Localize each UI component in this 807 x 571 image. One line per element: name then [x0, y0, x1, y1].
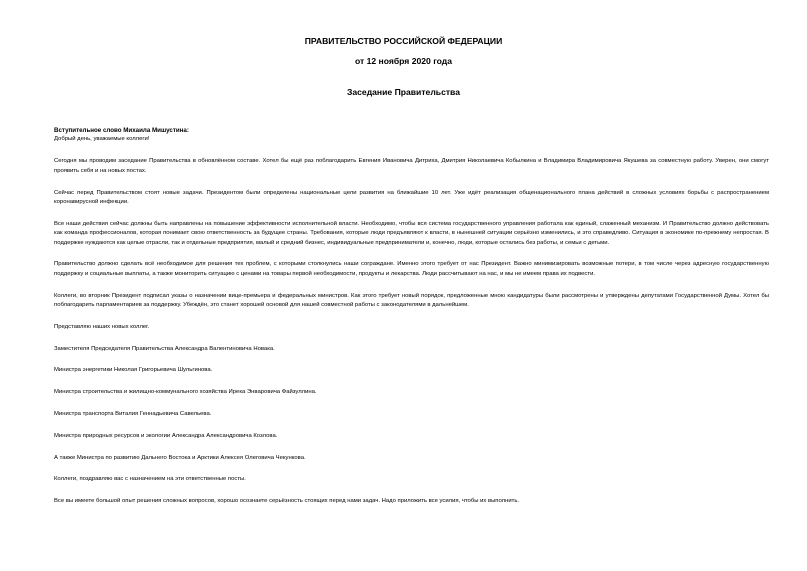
appointment-item: Министра энергетики Николая Григорьевича Шульгинова.: [54, 367, 213, 374]
meeting-title: Заседание Правительства: [346, 87, 461, 97]
paragraph: Коллеги, во вторник Президент подписал указы о назначении вице-премьера и федеральных министров. Как этого требует новый порядок, предложенные мною кандидатуры были рассмотрены и утверждены депутатами Государственной Думы. Хотел бы поблагодарить парламентариев за поддержку. Убеждён, это станет хорошей основой для нашей совместной работы с законодателями в дальнейшем.: [54, 292, 769, 308]
greeting: Добрый день, уважаемые коллеги!: [54, 136, 150, 143]
appointment-item: Заместителя Председателя Правительства Александра Валентиновича Новака.: [54, 345, 275, 352]
paragraph: Коллеги, поздравляю вас с назначением на эти ответственные посты.: [54, 476, 246, 483]
paragraph: Все наши действия сейчас должны быть направлены на повышение эффективности исполнительной власти. Необходимо, чтобы вся система государственного управления работала как единый, слаженный механизм. И Правительство должно действовать как команда профессионалов, которая понимает свою ответственность за будущее страны. Требования, которые люди предъявляют к власти, в нынешней ситуации серьёзно изменились, и это справедливо. Ситуация в экономике по-прежнему непростая. В поддержке нуждаются как целые отрасли, так и отдельные предприятия, малый и средний бизнес, индивидуальные предприниматели и, конечно, люди, которые остались без работы, и семьи с детьми.: [54, 220, 769, 246]
document-date: от 12 ноября 2020 года: [354, 56, 453, 66]
speaker-heading: Вступительное слово Михаила Мишустина:: [54, 127, 189, 134]
paragraph: Сегодня мы проводим заседание Правительства в обновлённом составе. Хотел бы ещё раз поблагодарить Евгения Ивановича Дитриха, Дмитрия Николаевича Кобылкина и Владимира Владимировича Якушева за совместную работу. Уверен, они смогут проявить себя и на новых постах.: [54, 158, 769, 174]
paragraph: Правительство должно сделать всё необходимое для решения тех проблем, с которыми столкнулись наши сограждане. Именно этого требует от нас Президент. Важно минимизировать возможные потери, в том числе через адресную государственную поддержку и социальные выплаты, а также мониторить ситуацию с ценами на товары первой необходимости, продукты и лекарства. Люди рассчитывают на нас, и мы не имеем права их подвести.: [54, 261, 769, 277]
paragraph: Представляю наших новых коллег.: [54, 323, 150, 330]
appointment-item: Министра строительства и жилищно-коммунального хозяйства Ирека Энваровича Файзуллина.: [54, 389, 317, 396]
paragraph: Все вы имеете большой опыт решения сложных вопросов, хорошо осознаете серьёзность стоящих перед нами задач. Надо приложить все усилия, чтобы их выполнить.: [54, 498, 520, 505]
paragraph: Сейчас перед Правительством стоят новые задачи. Президентом были определены национальные цели развития на ближайшие 10 лет. Уже идёт реализация общенационального плана действий в сложных условиях борьбы с распространением коронавирусной инфекции.: [54, 189, 769, 205]
document-body: [54, 126, 769, 519]
government-title: ПРАВИТЕЛЬСТВО РОССИЙСКОЙ ФЕДЕРАЦИИ: [304, 36, 503, 46]
appointment-item: Министра природных ресурсов и экологии Александра Александровича Козлова.: [54, 432, 278, 439]
appointment-item: Министра транспорта Виталия Геннадьевича Савельева.: [54, 410, 212, 417]
appointment-item: А также Министра по развитию Дальнего Востока и Арктики Алексея Олеговича Чекункова.: [54, 454, 306, 461]
